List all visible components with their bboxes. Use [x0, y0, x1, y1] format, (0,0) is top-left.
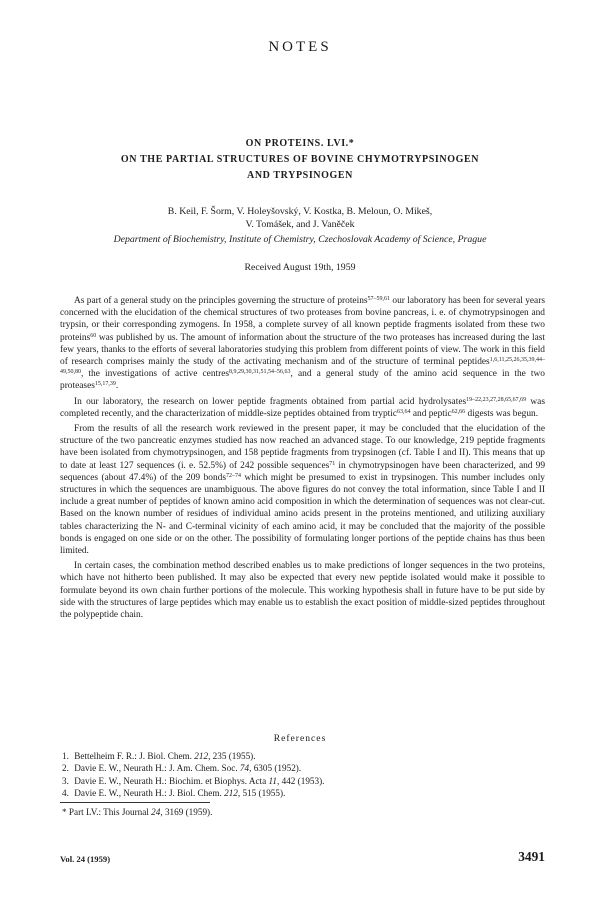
received-date: Received August 19th, 1959: [244, 262, 356, 273]
citation: 8,9,29,30,31,51,54–56,63: [229, 369, 291, 376]
text-run: Davie E. W., Neurath H.: J. Biol. Chem.: [74, 788, 225, 799]
volume: 24: [151, 807, 161, 817]
text-run: and peptic: [410, 408, 452, 419]
authors-line-1: B. Keil, F. Šorm, V. Holeyšovský, V. Kostka, B. Meloun, O. Mikeš,: [167, 206, 433, 217]
references-heading: References: [273, 733, 327, 744]
footnote: [62, 807, 542, 817]
text-run: As part of a general study on the principles governing the structure of proteins: [74, 296, 368, 306]
references-list: [62, 750, 542, 800]
citation: 62,66: [451, 408, 466, 415]
reference-item: [62, 762, 542, 774]
reference-number: 1.: [62, 751, 69, 761]
reference-item: [62, 775, 542, 787]
volume: 74: [239, 763, 250, 774]
text-run: .: [115, 381, 119, 392]
text-run: From the results of all the research work reviewed in the present paper, it may be concluded that the elucidation of the structure of the two pancreatic enzymes studied has now reached an advanced stage. To our knowledge, 219 peptide fragments have been isolated from chymotrypsinogen, and 158 peptide fragments from trypsinogen (cf. Table I and II). This means that up to date at least 127 sequences (i. e. 52.5%) of 242 possible sequences: [60, 424, 545, 471]
footnote-divider: [60, 802, 210, 803]
text-run: , 6305 (1952).: [249, 763, 302, 774]
text-run: , 515 (1955).: [237, 788, 286, 799]
volume: 212: [194, 751, 209, 761]
text-run: , 3169 (1959).: [160, 807, 213, 817]
authors-line-2: V. Tomášek, and J. Vaněček: [245, 219, 355, 230]
article-title-line-1: ON PROTEINS. LVI.*: [245, 138, 355, 149]
text-run: was completed recently, and the characterization of middle-size peptides obtained from tryptic: [60, 396, 545, 419]
citation: 15,17,39: [94, 381, 116, 388]
citation: 63,64: [397, 408, 411, 415]
reference-number: 3.: [62, 775, 69, 786]
text-run: , the investigations of active centres: [81, 369, 230, 380]
citation: 60: [90, 332, 97, 339]
volume: 212: [224, 788, 238, 799]
paragraph-3: [60, 423, 545, 557]
article-body: [60, 295, 545, 624]
paragraph-1: [60, 295, 545, 393]
reference-number: 4.: [62, 788, 69, 799]
reference-item: [62, 787, 542, 799]
footer-volume: Vol. 24 (1959): [60, 854, 111, 864]
text-run: In our laboratory, the research on lower peptide fragments obtained from partial acid hydrolysates: [74, 396, 467, 407]
reference-number: 2.: [62, 763, 69, 774]
text-run: Bettelheim F. R.: J. Biol. Chem.: [74, 751, 195, 761]
section-heading: NOTES: [268, 39, 332, 55]
text-run: , 235 (1955).: [208, 751, 256, 761]
article-title-line-2: ON THE PARTIAL STRUCTURES OF BOVINE CHYMOTRYPSINOGEN: [120, 154, 480, 165]
text-run: digests was begun.: [465, 408, 539, 419]
citation: 72–74: [226, 472, 241, 479]
text-run: our laboratory has been for several years concerned with the elucidation of the chemical structures of two proteases from bovine pancreas, i. e. of chymotrypsinogen and trypsin, or their corresponding zymogens. In 1958, a complete survey of all known peptide fragments isolated from these two proteins: [60, 296, 545, 343]
text-run: , 442 (1953).: [277, 775, 325, 786]
volume: 11: [268, 775, 277, 786]
text-run: , and a general study of the amino acid sequence in the two proteases: [60, 369, 545, 392]
paragraph-4: In certain cases, the combination method described enables us to make predictions of longer sequences in the two proteins, which have not hitherto been published. It may also be expected that every new peptide isolated would make it possible to formulate beyond its own chain further portions of the molecule. This working hypothesis shall in future have to be put side by side with the structures of large peptides which may enable us to establish the exact position of middle-sized peptides throughout the polypeptide chain.: [60, 561, 545, 621]
text-run: was published by us. The amount of information about the structure of the two proteases has increased during the last few years, thanks to the efforts of several laboratories studying this problem from different points of view. The work in this field of research comprises mainly the study of the activating mechanism and of the structure of terminal peptides: [60, 332, 545, 368]
citation: 1,6,11,25,26,35,39,44–49,50,80: [60, 357, 545, 376]
text-run: * Part LV.: This Journal: [62, 807, 152, 817]
text-run: in chymotrypsinogen have been characterized, and 99 sequences (about 47.4%) of the 209 bonds: [60, 460, 546, 483]
affiliation: Department of Biochemistry, Institute of Chemistry, Czechoslovak Academy of Science, Prague: [113, 234, 487, 245]
text-run: Davie E. W., Neurath H.: J. Am. Chem. Soc.: [74, 763, 240, 774]
article-title-line-3: AND TRYPSINOGEN: [247, 170, 353, 181]
citation: 19–22,23,27,28,65,67,69: [466, 396, 527, 403]
page-number: 3491: [518, 849, 545, 864]
paragraph-2: [60, 396, 545, 420]
text-run: Davie E. W., Neurath H.: Biochim. et Biophys. Acta: [74, 775, 269, 786]
citation: 57–59,61: [367, 296, 391, 302]
text-run: which might be presumed to exist in trypsinogen. This number includes only structures in which the sequences are unambiguous. The above figures do not convey the total information, since Table I and II include a great number of peptides of known amino acid composition in which the determination of sequences was not clear-cut. Based on the known number of residues of individual amino acids present in the proteins mentioned, and utilizing auxiliary tables characterizing the N- and C-terminal vicinity of each amino acid, it may be concluded that the majority of the possible bonds is engaged on one side or on the other. The possibility of formulating longer portions of the peptide chains has thus been limited.: [60, 472, 545, 557]
citation: 71: [329, 460, 336, 467]
reference-item: [62, 750, 542, 762]
